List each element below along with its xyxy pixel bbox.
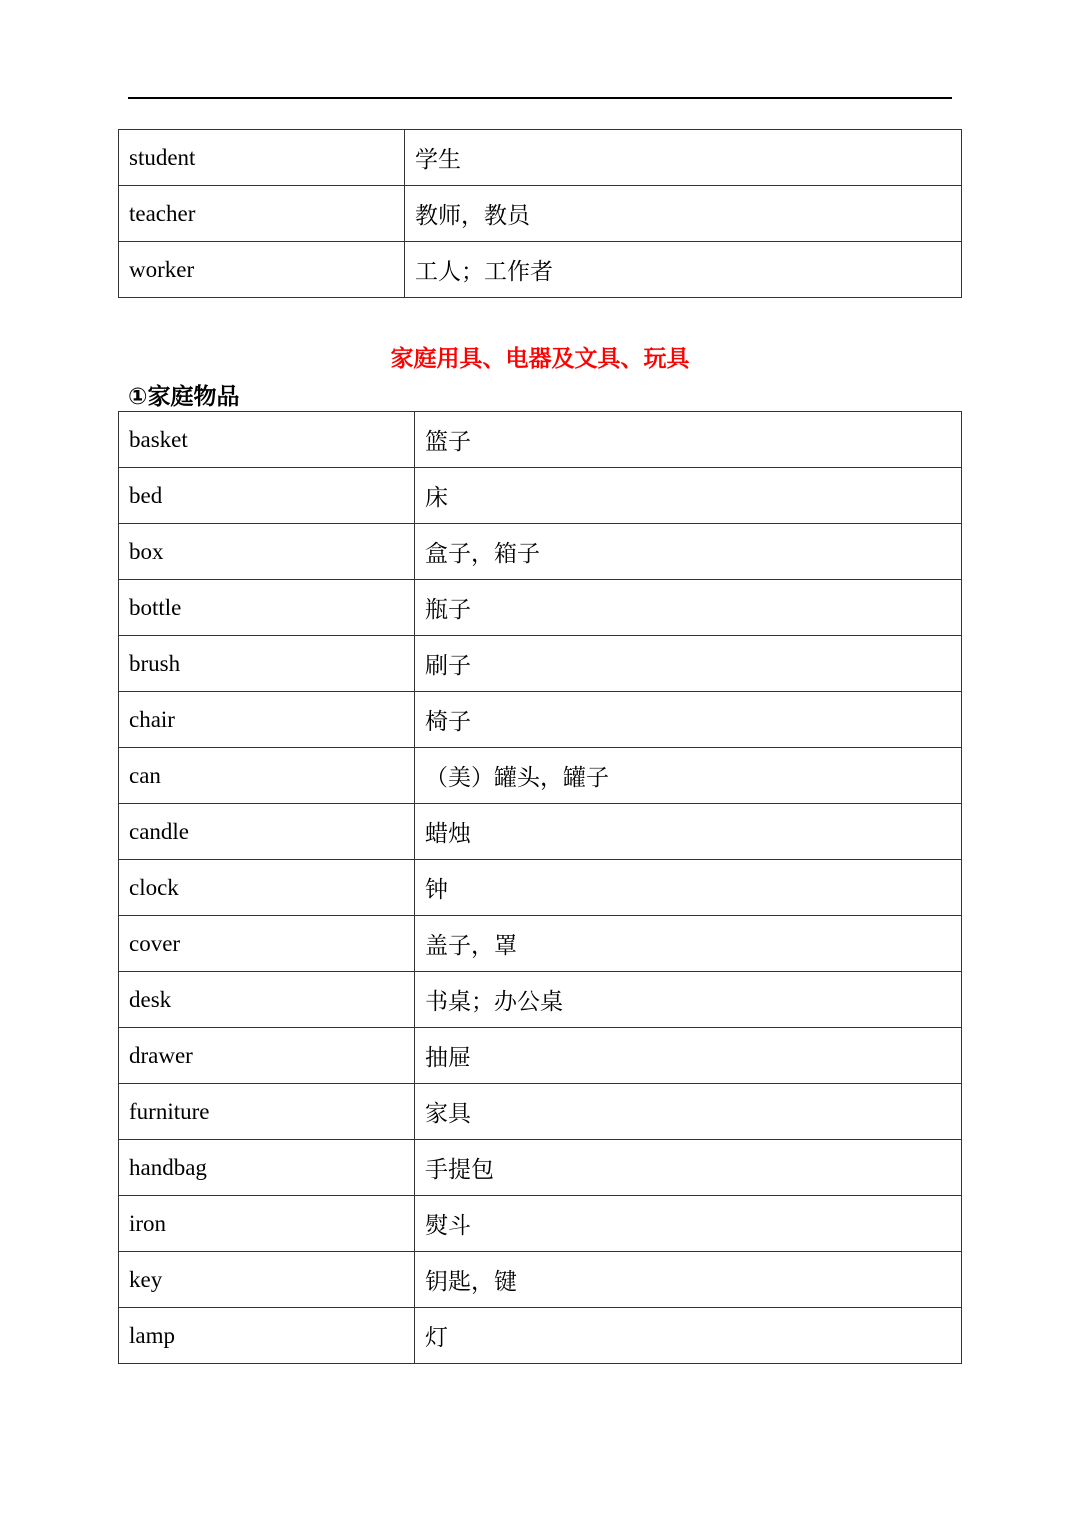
subsection-title: ①家庭物品 [128, 384, 240, 410]
table-row [119, 860, 962, 916]
table-row [119, 748, 962, 804]
table-row [119, 1252, 962, 1308]
chinese-meaning: 刷子 [415, 636, 962, 692]
chinese-meaning: 工人；工作者 [405, 242, 962, 298]
chinese-meaning: 手提包 [415, 1140, 962, 1196]
table-row [119, 1140, 962, 1196]
table-row [119, 186, 962, 242]
english-word: candle [119, 804, 415, 860]
english-word: brush [119, 636, 415, 692]
table-row [119, 1028, 962, 1084]
english-word: furniture [119, 1084, 415, 1140]
chinese-meaning: 熨斗 [415, 1196, 962, 1252]
chinese-meaning: 钟 [415, 860, 962, 916]
english-word: bed [119, 468, 415, 524]
header-rule [128, 97, 952, 99]
chinese-meaning: （美）罐头，罐子 [415, 748, 962, 804]
english-word: student [119, 130, 405, 186]
english-word: worker [119, 242, 405, 298]
chinese-meaning: 盖子，罩 [415, 916, 962, 972]
chinese-meaning: 钥匙，键 [415, 1252, 962, 1308]
chinese-meaning: 床 [415, 468, 962, 524]
chinese-meaning: 家具 [415, 1084, 962, 1140]
table-row [119, 524, 962, 580]
table-row [119, 972, 962, 1028]
english-word: clock [119, 860, 415, 916]
english-word: bottle [119, 580, 415, 636]
table-row [119, 242, 962, 298]
chinese-meaning: 瓶子 [415, 580, 962, 636]
table-row [119, 1084, 962, 1140]
english-word: box [119, 524, 415, 580]
english-word: cover [119, 916, 415, 972]
chinese-meaning: 学生 [405, 130, 962, 186]
table-row [119, 636, 962, 692]
english-word: key [119, 1252, 415, 1308]
vocab-table-occupations [118, 129, 962, 298]
chinese-meaning: 教师，教员 [405, 186, 962, 242]
table-row [119, 580, 962, 636]
english-word: teacher [119, 186, 405, 242]
table-row [119, 1308, 962, 1364]
chinese-meaning: 灯 [415, 1308, 962, 1364]
vocab-table-household-items [118, 411, 962, 1364]
table-row [119, 468, 962, 524]
table-row [119, 916, 962, 972]
chinese-meaning: 篮子 [415, 412, 962, 468]
english-word: lamp [119, 1308, 415, 1364]
chinese-meaning: 抽屉 [415, 1028, 962, 1084]
english-word: handbag [119, 1140, 415, 1196]
english-word: can [119, 748, 415, 804]
section-title: 家庭用具、电器及文具、玩具 [390, 346, 690, 372]
english-word: basket [119, 412, 415, 468]
english-word: drawer [119, 1028, 415, 1084]
table-row [119, 412, 962, 468]
table-row [119, 692, 962, 748]
table-row [119, 130, 962, 186]
chinese-meaning: 盒子，箱子 [415, 524, 962, 580]
english-word: desk [119, 972, 415, 1028]
chinese-meaning: 椅子 [415, 692, 962, 748]
english-word: iron [119, 1196, 415, 1252]
table-row [119, 1196, 962, 1252]
english-word: chair [119, 692, 415, 748]
table-row [119, 804, 962, 860]
chinese-meaning: 蜡烛 [415, 804, 962, 860]
chinese-meaning: 书桌；办公桌 [415, 972, 962, 1028]
